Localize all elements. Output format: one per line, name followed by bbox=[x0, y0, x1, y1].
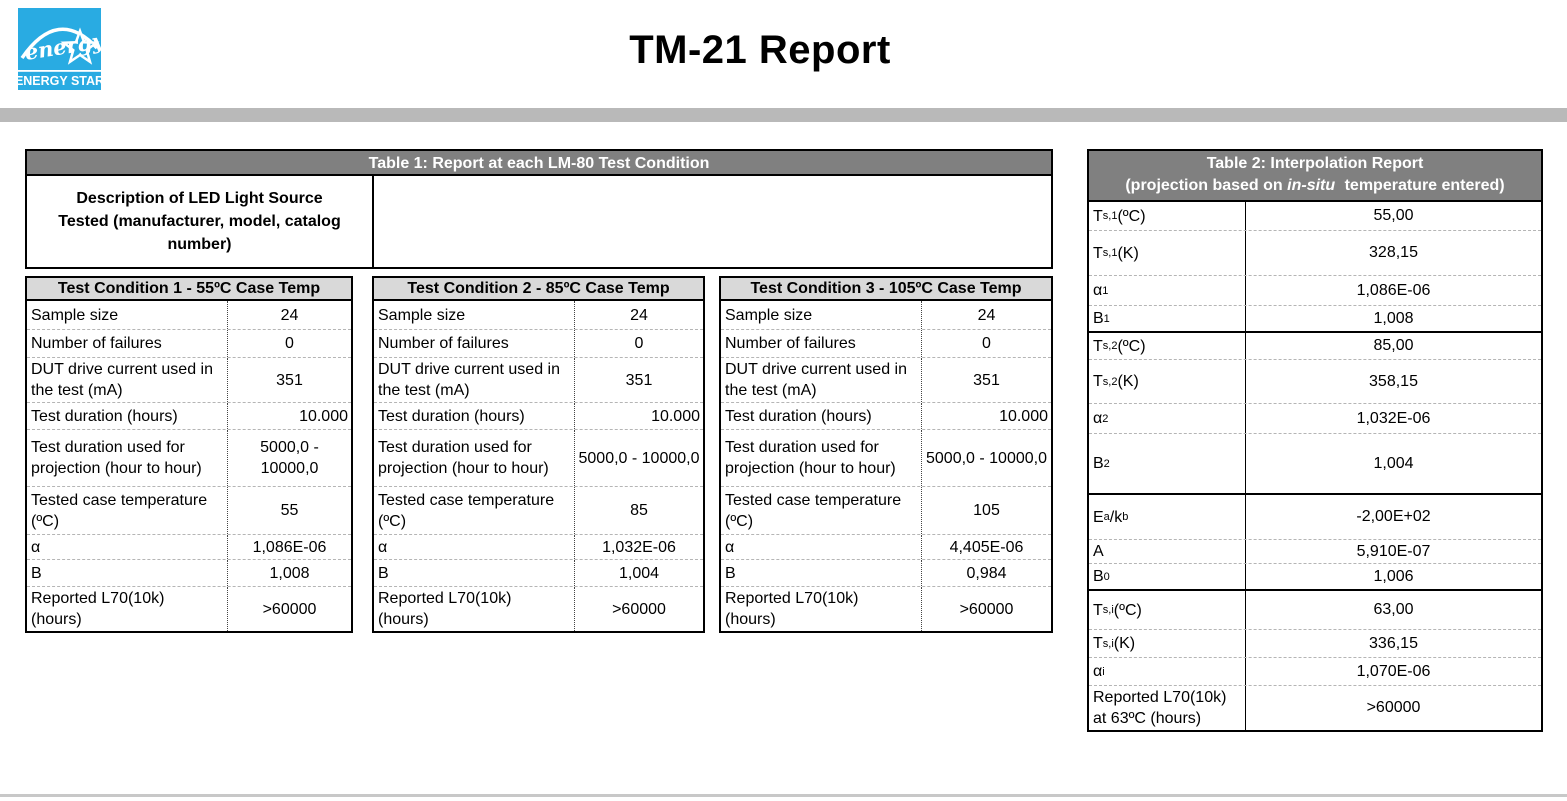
table2-title bbox=[1089, 151, 1541, 202]
table1-description-row bbox=[27, 176, 1051, 267]
row-value: 5000,0 - 10000,0 bbox=[574, 430, 703, 486]
table1 bbox=[25, 149, 1053, 269]
row-value: >60000 bbox=[227, 587, 351, 631]
row-value: 55,00 bbox=[1373, 207, 1414, 224]
row-label: α bbox=[31, 538, 41, 556]
row-value: 351 bbox=[574, 358, 703, 402]
table-row bbox=[27, 486, 351, 534]
table-row bbox=[374, 534, 703, 559]
table-row bbox=[27, 402, 351, 429]
table-row bbox=[374, 586, 703, 631]
row-label: A bbox=[1089, 540, 1246, 563]
row-label: T s,2 (K) bbox=[1089, 360, 1246, 403]
row-label: T s,i (K) bbox=[1089, 630, 1246, 657]
row-label: Test duration used for projection (hour to hour) bbox=[378, 439, 549, 477]
row-label: Test duration (hours) bbox=[31, 407, 178, 425]
row-label: Number of failures bbox=[725, 335, 856, 352]
row-label: B bbox=[378, 564, 389, 582]
table-row bbox=[721, 559, 1051, 586]
table-row bbox=[374, 559, 703, 586]
table2-title-line2-italic: in-situ bbox=[1287, 177, 1336, 194]
table-row bbox=[374, 301, 703, 329]
row-label: Test duration (hours) bbox=[378, 407, 525, 425]
row-value: 1,006 bbox=[1373, 567, 1414, 585]
row-value: 328,15 bbox=[1369, 244, 1418, 261]
table-row bbox=[721, 301, 1051, 329]
row-value: 10.000 bbox=[227, 403, 351, 429]
row-label: DUT drive current used in the test (mA) bbox=[725, 361, 907, 399]
row-value: 1,086E-06 bbox=[1356, 281, 1431, 299]
row-value: 4,405E-06 bbox=[921, 535, 1051, 559]
row-value: 1,008 bbox=[1373, 309, 1414, 327]
row-value: 24 bbox=[227, 301, 351, 329]
row-value: 0 bbox=[921, 330, 1051, 357]
table2 bbox=[1087, 149, 1543, 732]
row-label: B 1 bbox=[1089, 306, 1246, 331]
table-row bbox=[1089, 433, 1541, 493]
table-row bbox=[721, 486, 1051, 534]
row-value: 85,00 bbox=[1373, 337, 1414, 354]
table-row bbox=[27, 586, 351, 631]
row-value: 1,004 bbox=[1373, 454, 1414, 472]
row-label: Sample size bbox=[378, 306, 466, 324]
row-value: 336,15 bbox=[1369, 634, 1418, 652]
table-row bbox=[1089, 493, 1541, 539]
row-label: Sample size bbox=[725, 306, 813, 324]
test-condition-2-table bbox=[372, 276, 705, 633]
row-value: 24 bbox=[921, 301, 1051, 329]
table-row bbox=[1089, 275, 1541, 305]
table-row bbox=[721, 586, 1051, 631]
test-condition-3-body bbox=[721, 301, 1051, 631]
row-value: 10.000 bbox=[574, 403, 703, 429]
table1-title: Table 1: Report at each LM-80 Test Condition bbox=[27, 151, 1051, 176]
logo-script-text: energy bbox=[22, 27, 101, 65]
row-value: 5000,0 - 10000,0 bbox=[921, 430, 1051, 486]
row-label: Sample size bbox=[31, 306, 119, 324]
test-condition-1-header: Test Condition 1 - 55ºC Case Temp bbox=[27, 278, 351, 301]
row-value: 55 bbox=[227, 487, 351, 534]
table2-title-line2 bbox=[1089, 175, 1541, 197]
bottom-divider bbox=[0, 794, 1567, 797]
row-label: B 0 bbox=[1089, 564, 1246, 589]
row-value: -2,00E+02 bbox=[1356, 508, 1431, 525]
row-label: Reported L70(10k) (hours) bbox=[725, 590, 859, 628]
row-value: 0 bbox=[227, 330, 351, 357]
row-value: 1,032E-06 bbox=[1356, 409, 1431, 427]
description-value bbox=[374, 176, 1051, 267]
table-row bbox=[721, 429, 1051, 486]
table-row bbox=[721, 329, 1051, 357]
top-divider bbox=[0, 108, 1567, 122]
table-row bbox=[1089, 230, 1541, 275]
table2-body bbox=[1089, 202, 1541, 730]
row-value: >60000 bbox=[921, 587, 1051, 631]
row-label: T s,i (ºC) bbox=[1089, 591, 1246, 629]
row-label: T s,1 (ºC) bbox=[1089, 202, 1246, 230]
table2-title-line2-prefix: (projection based on bbox=[1125, 177, 1288, 194]
table-row bbox=[374, 357, 703, 402]
page-title: TM-21 Report bbox=[629, 28, 891, 72]
row-label: Reported L70(10k) (hours) bbox=[378, 590, 512, 628]
table-row bbox=[721, 357, 1051, 402]
row-label: Number of failures bbox=[378, 335, 509, 352]
row-label: α 1 bbox=[1089, 276, 1246, 305]
row-value: 5,910E-07 bbox=[1356, 542, 1431, 560]
row-value: >60000 bbox=[574, 587, 703, 631]
table-row bbox=[1089, 685, 1541, 730]
row-value: 10.000 bbox=[921, 403, 1051, 429]
test-condition-3-header: Test Condition 3 - 105ºC Case Temp bbox=[721, 278, 1051, 301]
row-value: 0 bbox=[574, 330, 703, 357]
row-value: 351 bbox=[921, 358, 1051, 402]
test-condition-3-table bbox=[719, 276, 1053, 633]
row-value: 63,00 bbox=[1373, 601, 1414, 618]
row-label: α 2 bbox=[1089, 404, 1246, 433]
row-label: Test duration used for projection (hour to hour) bbox=[31, 439, 202, 477]
test-condition-1-body bbox=[27, 301, 351, 631]
row-value: 1,008 bbox=[227, 560, 351, 586]
logo-label: ENERGY STAR bbox=[18, 74, 101, 88]
table-row bbox=[1089, 305, 1541, 331]
row-value: 358,15 bbox=[1369, 372, 1418, 390]
row-value: 1,070E-06 bbox=[1356, 662, 1431, 680]
table-row bbox=[374, 429, 703, 486]
table-row bbox=[1089, 563, 1541, 589]
table-row bbox=[1089, 589, 1541, 629]
table-row bbox=[374, 402, 703, 429]
row-label: E a /k b bbox=[1089, 495, 1246, 539]
table-row bbox=[27, 559, 351, 586]
row-value: >60000 bbox=[1366, 699, 1421, 716]
table-row bbox=[1089, 359, 1541, 403]
test-condition-2-body bbox=[374, 301, 703, 631]
table-row bbox=[1089, 202, 1541, 230]
row-value: 5000,0 - 10000,0 bbox=[227, 430, 351, 486]
table-row bbox=[1089, 657, 1541, 685]
table-row bbox=[27, 429, 351, 486]
row-label: Tested case temperature (ºC) bbox=[31, 491, 208, 530]
table-row bbox=[1089, 331, 1541, 359]
row-label: Reported L70(10k) (hours) bbox=[31, 590, 165, 628]
table2-title-line2-suffix: temperature entered) bbox=[1340, 177, 1505, 194]
row-value: 1,032E-06 bbox=[574, 535, 703, 559]
row-label: α bbox=[725, 538, 735, 556]
row-label: B bbox=[31, 564, 42, 582]
table-row bbox=[1089, 403, 1541, 433]
table-row bbox=[27, 301, 351, 329]
row-label: α i bbox=[1089, 658, 1246, 685]
row-label: T s,2 (ºC) bbox=[1089, 333, 1246, 359]
row-value: 85 bbox=[574, 487, 703, 534]
table-row bbox=[374, 329, 703, 357]
row-label: Reported L70(10k) at 63ºC (hours) bbox=[1089, 686, 1246, 730]
row-value: 24 bbox=[574, 301, 703, 329]
row-label: T s,1 (K) bbox=[1089, 231, 1246, 275]
row-value: 0,984 bbox=[921, 560, 1051, 586]
row-label: Test duration (hours) bbox=[725, 407, 872, 425]
row-label: α bbox=[378, 538, 388, 556]
table-row bbox=[1089, 539, 1541, 563]
test-condition-2-header: Test Condition 2 - 85ºC Case Temp bbox=[374, 278, 703, 301]
row-label: Number of failures bbox=[31, 335, 162, 352]
table-row bbox=[27, 357, 351, 402]
table-row bbox=[27, 534, 351, 559]
row-label: DUT drive current used in the test (mA) bbox=[378, 361, 560, 399]
table-row bbox=[1089, 629, 1541, 657]
row-label: Tested case temperature (ºC) bbox=[378, 491, 555, 530]
table-row bbox=[721, 402, 1051, 429]
row-value: 351 bbox=[227, 358, 351, 402]
test-condition-1-table bbox=[25, 276, 353, 633]
row-label: B bbox=[725, 564, 736, 582]
row-label: B 2 bbox=[1089, 434, 1246, 493]
table-row bbox=[721, 534, 1051, 559]
row-value: 105 bbox=[921, 487, 1051, 534]
table-row bbox=[374, 486, 703, 534]
row-value: 1,086E-06 bbox=[227, 535, 351, 559]
row-label: DUT drive current used in the test (mA) bbox=[31, 361, 213, 399]
table-row bbox=[27, 329, 351, 357]
row-label: Tested case temperature (ºC) bbox=[725, 491, 902, 530]
row-value: 1,004 bbox=[574, 560, 703, 586]
description-label: Description of LED Light Source Tested (manufacturer, model, catalog number) bbox=[27, 176, 374, 267]
table2-title-line1: Table 2: Interpolation Report bbox=[1206, 155, 1424, 172]
row-label: Test duration used for projection (hour to hour) bbox=[725, 439, 896, 477]
